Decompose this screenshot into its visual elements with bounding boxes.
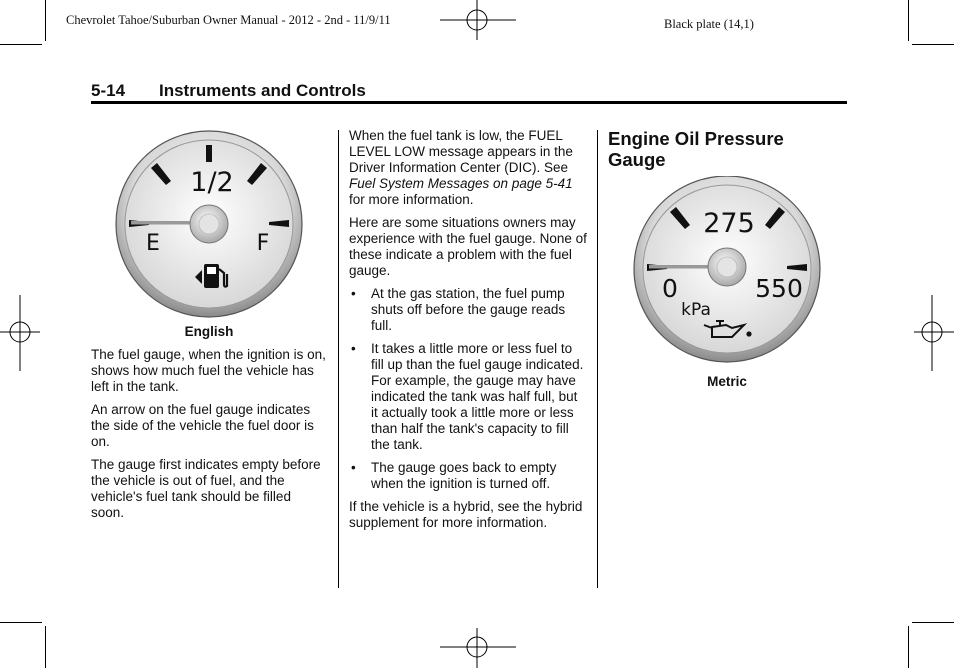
registration-mark [0, 295, 44, 371]
fuel-low-text-end: for more information. [349, 192, 474, 207]
column-divider [338, 130, 339, 588]
oil-min-label: 0 [662, 274, 678, 303]
crop-mark [908, 0, 909, 41]
running-header-plate: Black plate (14,1) [664, 17, 754, 31]
fuel-gauge-caption: English [184, 324, 234, 339]
crop-mark [0, 44, 42, 45]
section-title: Instruments and Controls [159, 81, 366, 100]
crop-mark [912, 622, 954, 623]
list-item [349, 460, 587, 492]
column-1 [91, 128, 327, 528]
registration-mark [440, 0, 516, 44]
crop-mark [0, 622, 42, 623]
registration-mark [910, 295, 954, 371]
fuel-full-label: F [256, 231, 270, 256]
bullet-icon: • [351, 460, 356, 475]
fuel-gauge-paragraph-2: An arrow on the fuel gauge indicates the side of the vehicle the fuel door is on. [91, 402, 314, 449]
crop-mark [912, 44, 954, 45]
section-heading [91, 81, 366, 101]
list-item [349, 286, 587, 334]
column-divider [597, 130, 598, 588]
list-item-text: The gauge goes back to empty when the ignition is turned off. [371, 460, 557, 491]
hybrid-paragraph: If the vehicle is a hybrid, see the hybrid supplement for more information. [349, 499, 583, 530]
list-item [349, 341, 587, 453]
list-item-text: At the gas station, the fuel pump shuts off before the gauge reads full. [371, 286, 566, 333]
fuel-gauge-paragraph-3: The gauge first indicates empty before the vehicle is out of fuel, and the vehicle's fuel tank should be filled soon. [91, 457, 321, 520]
oil-mid-label: 275 [703, 208, 755, 239]
running-header-title: Chevrolet Tahoe/Suburban Owner Manual - 2012 - 2nd - 11/9/11 [66, 13, 391, 27]
fuel-gauge-illustration [91, 128, 327, 320]
header-rule [91, 101, 847, 104]
crop-mark [45, 626, 46, 668]
oil-pressure-heading: Engine Oil Pressure Gauge [608, 128, 784, 170]
oil-gauge-caption: Metric [707, 374, 747, 389]
crop-mark [908, 626, 909, 668]
oil-max-label: 550 [755, 274, 803, 303]
fuel-low-paragraph [349, 128, 587, 208]
fuel-half-label: 1/2 [190, 167, 234, 198]
registration-mark [440, 626, 516, 668]
column-3 [608, 128, 846, 390]
fuel-empty-label: E [146, 231, 160, 256]
bullet-icon: • [351, 341, 356, 356]
crop-mark [45, 0, 46, 41]
oil-pressure-gauge-illustration [608, 176, 844, 372]
fuel-low-text: When the fuel tank is low, the FUEL LEVEL LOW message appears in the Driver Information Center (DIC). See [349, 128, 573, 175]
situations-paragraph: Here are some situations owners may experience with the fuel gauge. None of these indicate a problem with the fuel gauge. [349, 215, 587, 278]
bullet-icon: • [351, 286, 356, 301]
list-item-text: It takes a little more or less fuel to fill up than the fuel gauge indicated. For example, the gauge may have indicated the tank was half full, but it actually took a little more or less than half the tank's capacity to fill the tank. [371, 341, 584, 452]
column-2 [349, 128, 587, 538]
oil-unit-label: kPa [681, 300, 711, 320]
page-number: 5-14 [91, 81, 126, 100]
fuel-gauge-paragraph-1: The fuel gauge, when the ignition is on, shows how much fuel the vehicle has left in the tank. [91, 347, 326, 394]
fuel-system-messages-link[interactable]: Fuel System Messages on page 5-41 [349, 176, 573, 191]
